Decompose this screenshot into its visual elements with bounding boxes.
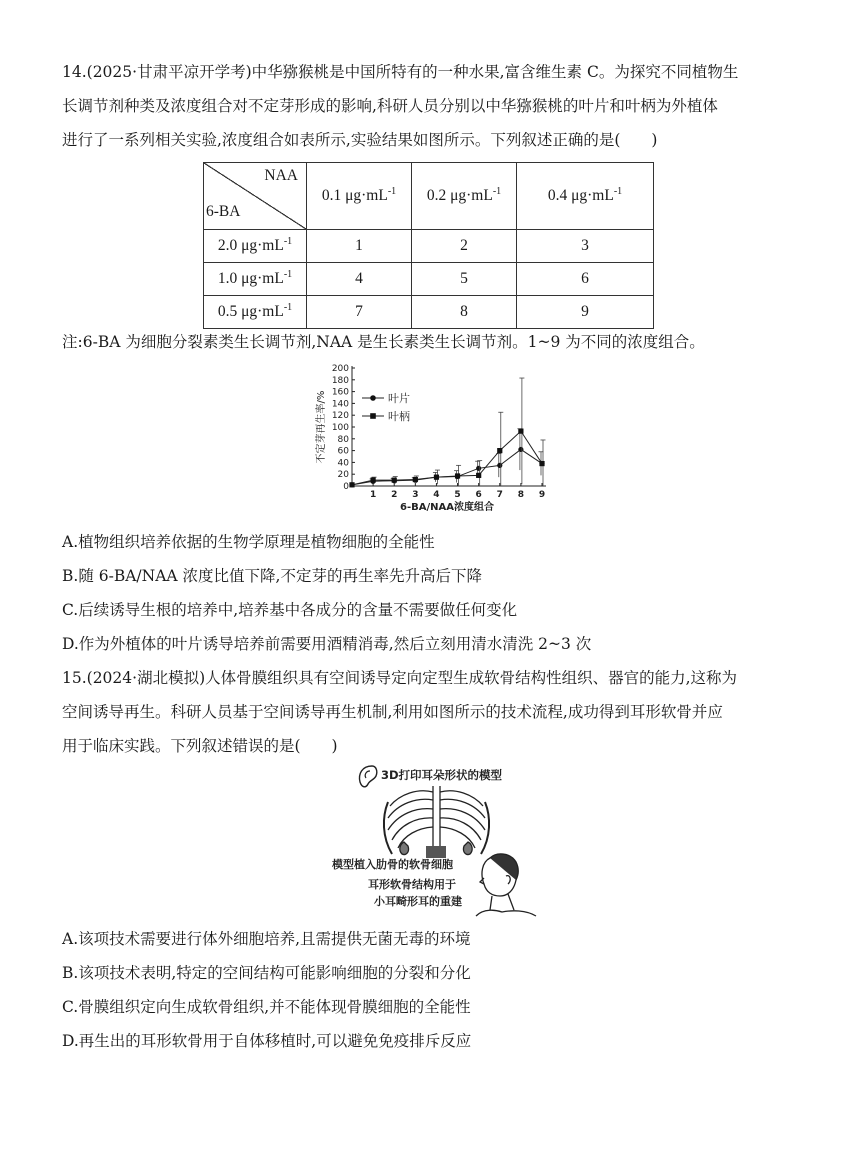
x-axis-label: 6-BA/NAA浓度组合 xyxy=(400,502,494,513)
table-cell: 9 xyxy=(517,296,654,329)
data-point-叶柄 xyxy=(497,448,502,453)
data-point-叶柄 xyxy=(349,482,354,487)
legend-label: 叶片 xyxy=(388,392,410,405)
y-tick-label: 20 xyxy=(337,470,349,481)
y-tick-label: 100 xyxy=(331,423,349,433)
q14-option-c: C.后续诱导生根的培养中,培养基中各成分的含量不需要做任何变化 xyxy=(62,601,518,619)
x-tick-label: 7 xyxy=(496,490,503,500)
y-tick-label: 40 xyxy=(337,458,349,469)
y-tick-label: 160 xyxy=(331,387,349,398)
q14-stem-line-1: 14.(2025·甘肃平凉开学考)中华猕猴桃是中国所特有的一种水果,富含维生素 C。为探究不同植物生 xyxy=(62,63,739,81)
q15-option-b: B.该项技术表明,特定的空间结构可能影响细胞的分裂和分化 xyxy=(62,964,471,982)
table-cell: 7 xyxy=(307,296,412,329)
series-line-0 xyxy=(352,449,542,484)
table-cell: 3 xyxy=(517,230,654,263)
q15-stem-line-2: 空间诱导再生。科研人员基于空间诱导再生机制,利用如图所示的技术流程,成功得到耳形软骨并应 xyxy=(62,703,723,721)
figure-label-mid: 模型植入肋骨的软骨细胞 xyxy=(332,858,453,871)
row-header: 2.0 $\mu g\cdot mL^{-1}$ xyxy=(204,230,307,263)
x-tick-label: 5 xyxy=(454,490,461,500)
corner-6ba: 6-BA xyxy=(206,203,241,220)
q14-option-a: A.植物组织培养依据的生物学原理是植物细胞的全能性 xyxy=(62,533,435,551)
q15-option-d: D.再生出的耳形软骨用于自体移植时,可以避免免疫排斥反应 xyxy=(62,1032,472,1050)
y-axis-label: 不定芽再生率/% xyxy=(316,390,327,464)
x-tick-label: 9 xyxy=(538,490,546,500)
col-header: 0.1 $\mu g\cdot mL^{-1}$ xyxy=(307,163,412,230)
q14-option-b: B.随 6-BA/NAA 浓度比值下降,不定芽的再生率先升高后下降 xyxy=(62,567,482,585)
y-tick-label: 180 xyxy=(331,375,349,386)
cartilage-process-figure xyxy=(330,762,540,918)
table-row xyxy=(204,230,654,263)
col-header: 0.4 $\mu g\cdot mL^{-1}$ xyxy=(517,163,654,230)
concentration-table xyxy=(203,162,654,329)
chart-legend xyxy=(362,391,410,423)
corner-naa: NAA xyxy=(264,167,298,184)
q15-option-c: C.骨膜组织定向生成软骨组织,并不能体现骨膜细胞的全能性 xyxy=(62,998,471,1016)
table-cell: 8 xyxy=(412,296,517,329)
chart-series-group xyxy=(349,378,545,487)
figure-label-bottom-2: 小耳畸形耳的重建 xyxy=(374,895,462,908)
y-tick-label: 80 xyxy=(337,434,349,445)
legend-marker xyxy=(370,395,376,401)
y-tick-label: 120 xyxy=(331,411,349,422)
legend-label: 叶柄 xyxy=(388,410,410,423)
x-tick-label: 6 xyxy=(475,490,482,500)
table-cell: 5 xyxy=(412,263,517,296)
series-line-1 xyxy=(352,431,542,485)
x-tick-label: 2 xyxy=(391,490,398,500)
rib-cage-illustration xyxy=(384,786,489,858)
table-corner-cell xyxy=(204,163,307,230)
x-tick-label: 3 xyxy=(412,490,419,500)
data-point-叶柄 xyxy=(476,473,481,478)
figure-label-top: 3D打印耳朵形状的模型 xyxy=(381,768,503,782)
col-header: 0.2 $\mu g\cdot mL^{-1}$ xyxy=(412,163,517,230)
y-tick-label: 60 xyxy=(337,446,349,457)
regeneration-chart xyxy=(310,362,560,520)
data-point-叶柄 xyxy=(371,478,376,483)
table-row xyxy=(204,296,654,329)
chart-axes xyxy=(314,364,546,513)
q14-stem-line-3: 进行了一系列相关实验,浓度组合如表所示,实验结果如图所示。下列叙述正确的是( ) xyxy=(62,131,658,149)
table-cell: 4 xyxy=(307,263,412,296)
y-tick-label: 140 xyxy=(331,399,349,410)
data-point-叶柄 xyxy=(392,478,397,483)
data-point-叶片 xyxy=(518,447,523,452)
table-cell: 6 xyxy=(517,263,654,296)
table-row xyxy=(204,263,654,296)
table-cell: 2 xyxy=(412,230,517,263)
table-cell: 1 xyxy=(307,230,412,263)
person-head-illustration xyxy=(476,854,536,916)
data-point-叶柄 xyxy=(413,477,418,482)
data-point-叶柄 xyxy=(518,429,523,434)
q14-note: 注:6-BA 为细胞分裂素类生长调节剂,NAA 是生长素类生长调节剂。1~9 为不同的浓度组合。 xyxy=(62,333,705,351)
legend-marker xyxy=(370,413,376,419)
q14-stem-line-2: 长调节剂种类及浓度组合对不定芽形成的影响,科研人员分别以中华猕猴桃的叶片和叶柄为外植体 xyxy=(62,97,718,115)
figure-label-bottom-1: 耳形软骨结构用于 xyxy=(368,878,456,891)
q14-option-d: D.作为外植体的叶片诱导培养前需要用酒精消毒,然后立刻用清水清洗 2~3 次 xyxy=(62,635,592,653)
x-tick-label: 8 xyxy=(517,490,525,500)
data-point-叶柄 xyxy=(539,461,544,466)
q15-option-a: A.该项技术需要进行体外细胞培养,且需提供无菌无毒的环境 xyxy=(62,930,471,948)
q15-stem-line-3: 用于临床实践。下列叙述错误的是( ) xyxy=(62,737,338,755)
data-point-叶柄 xyxy=(434,475,439,480)
y-tick-label: 200 xyxy=(331,364,349,374)
x-tick-label: 1 xyxy=(369,490,377,500)
data-point-叶柄 xyxy=(455,473,460,478)
row-header: 1.0 $\mu g\cdot mL^{-1}$ xyxy=(204,263,307,296)
q15-stem-line-1: 15.(2024·湖北模拟)人体骨膜组织具有空间诱导定向定型生成软骨结构性组织、器官的能力,这称为 xyxy=(62,669,738,687)
x-tick-label: 4 xyxy=(433,490,440,500)
y-tick-label: 0 xyxy=(343,482,349,492)
row-header: 0.5 $\mu g\cdot mL^{-1}$ xyxy=(204,296,307,329)
ear-icon xyxy=(360,766,377,787)
data-point-叶片 xyxy=(476,466,481,471)
data-point-叶片 xyxy=(497,463,502,468)
